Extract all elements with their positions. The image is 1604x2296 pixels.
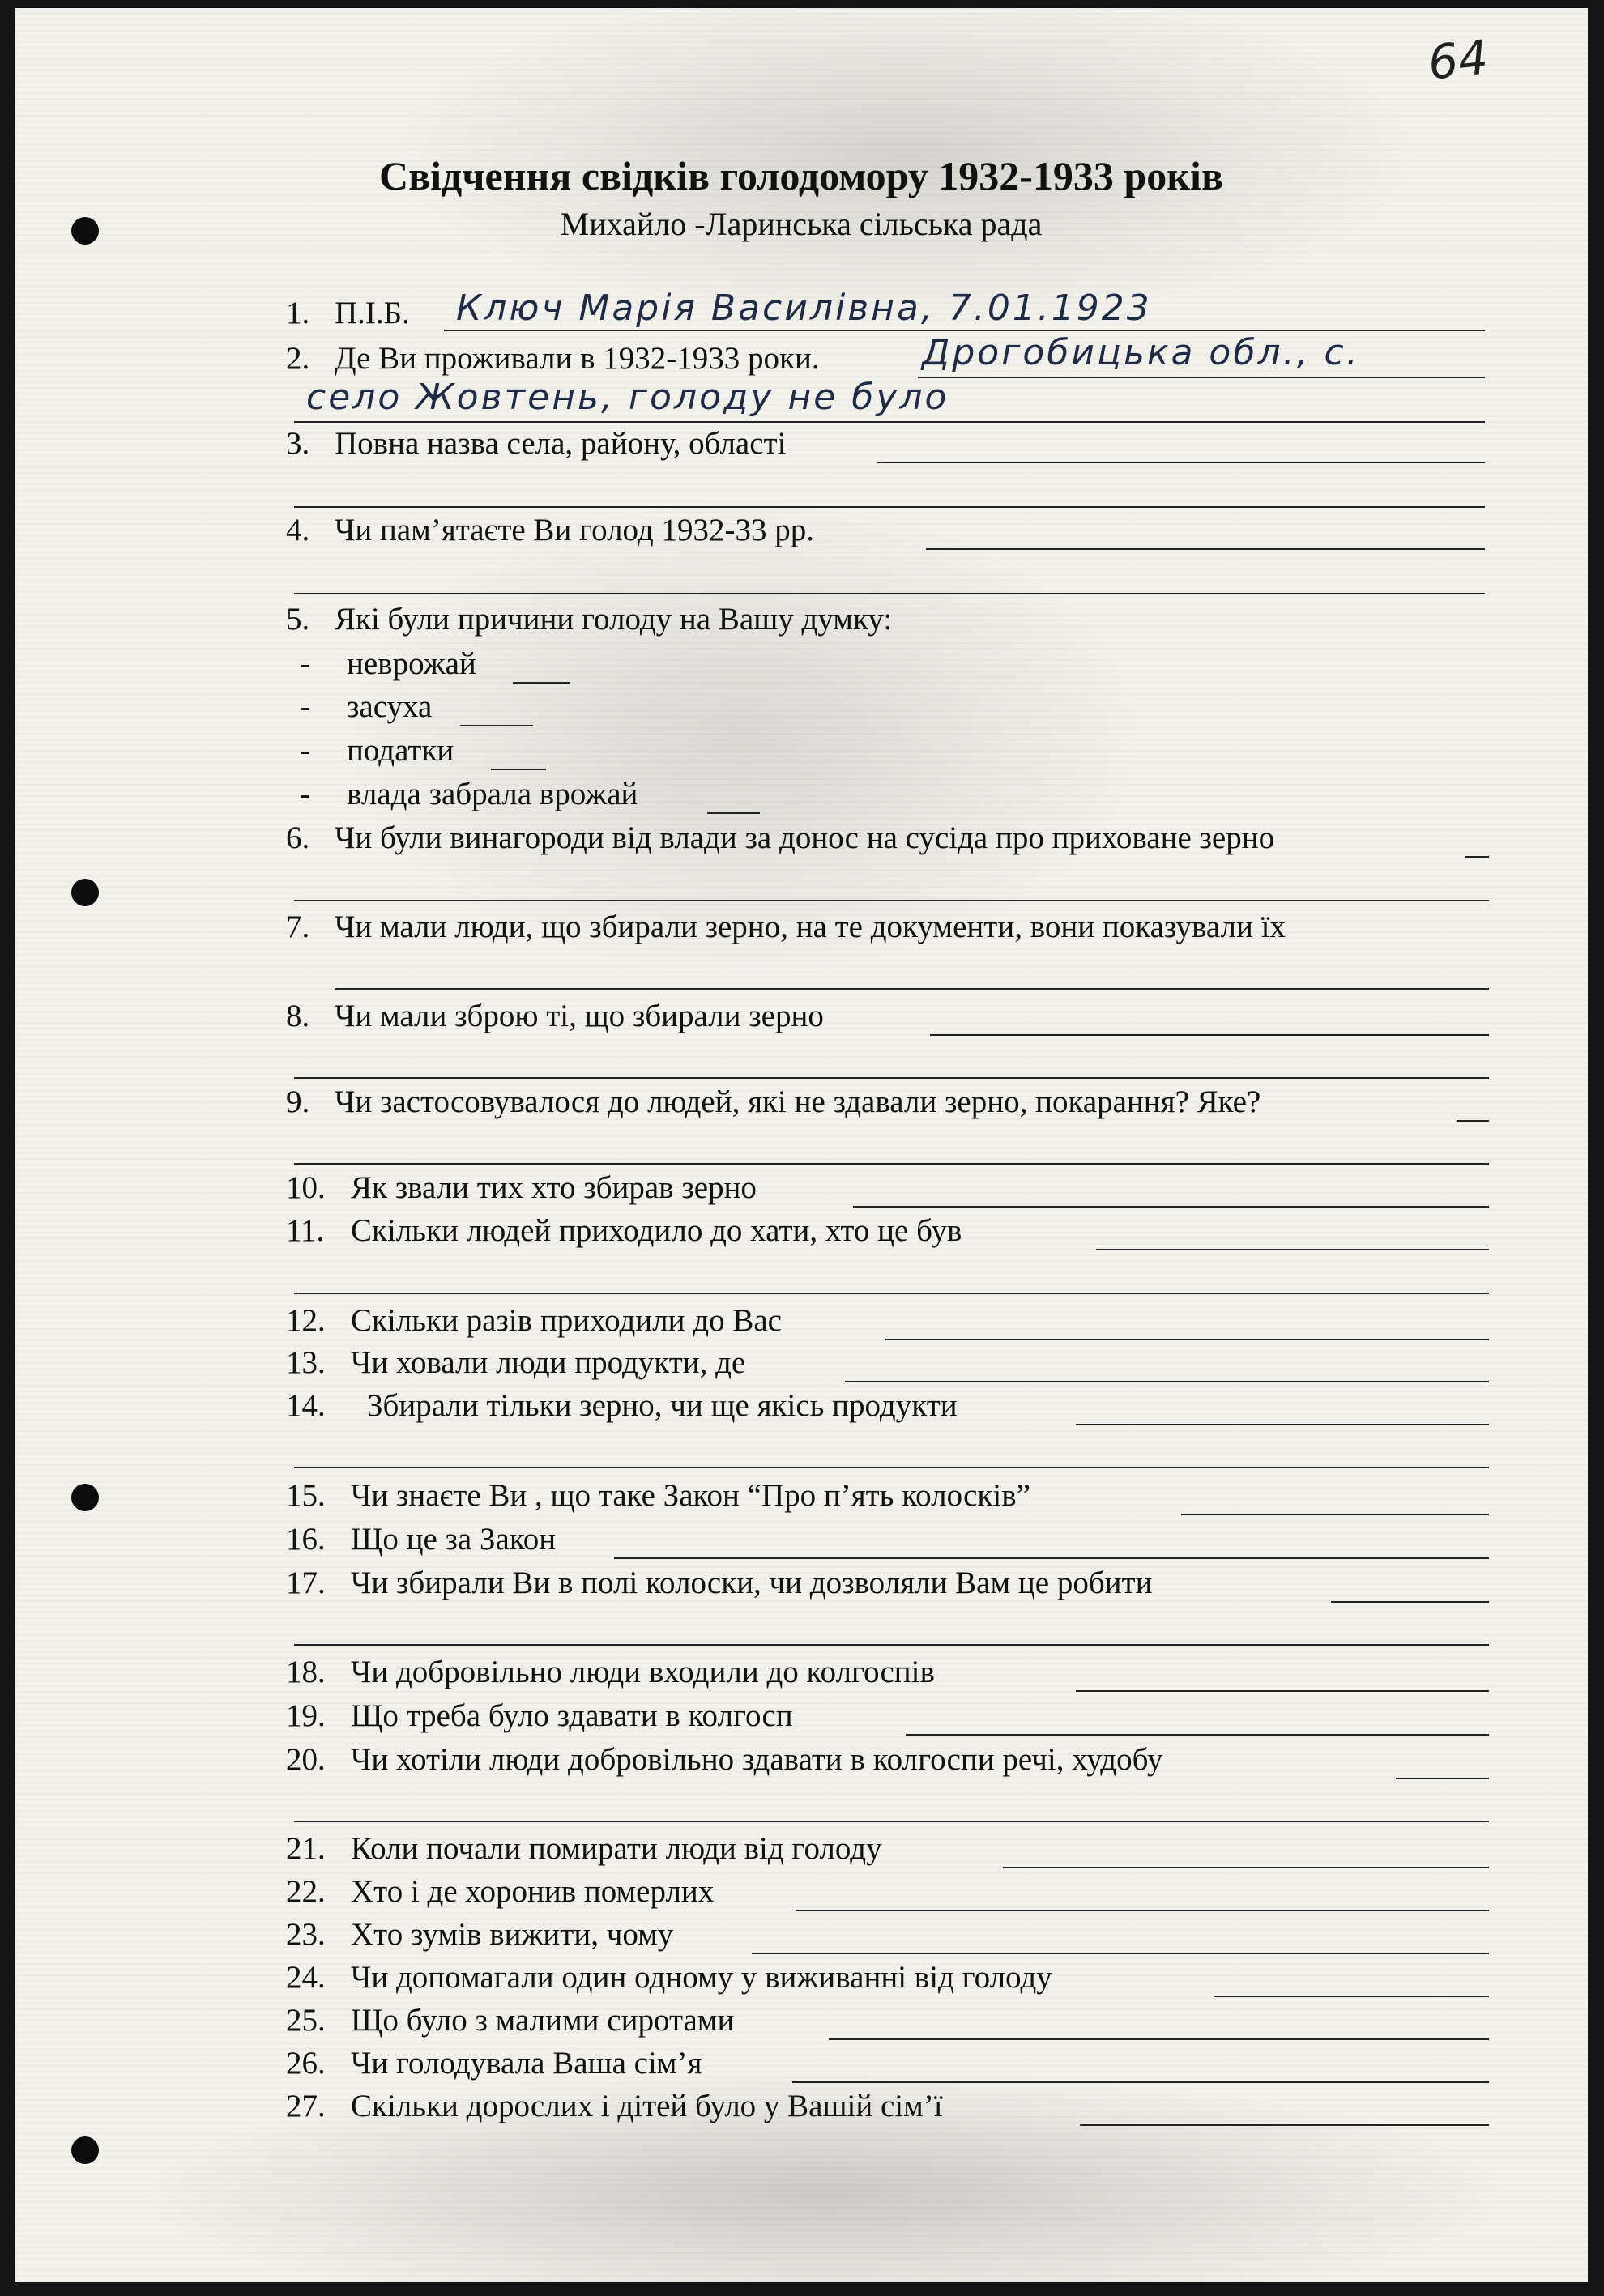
question-text: Скільки людей приходило до хати, хто це був (351, 1213, 962, 1248)
question-text: Чи були винагороди від влади за донос на сусіда про приховане зерно (335, 820, 1275, 855)
answer-line[interactable] (294, 593, 1485, 594)
question-text: Скільки дорослих і дітей було у Вашій сім’ї (351, 2089, 943, 2123)
answer-line[interactable] (796, 1910, 1489, 1911)
question-text: Як звали тих хто збирав зерно (351, 1170, 757, 1205)
question-number: 18. (286, 1655, 326, 1689)
answer-line[interactable] (1331, 1601, 1489, 1603)
answer-line[interactable] (792, 2081, 1489, 2083)
question-number: 22. (286, 1874, 326, 1909)
document-page (15, 8, 1588, 2282)
document-title: Свідчення свідків голодомору 1932-1933 років (379, 153, 1223, 198)
question-text: Хто і де хоронив померлих (351, 1874, 715, 1909)
answer-line[interactable] (1465, 856, 1489, 858)
answer-line[interactable] (294, 1077, 1489, 1079)
bullet: - (300, 733, 310, 768)
question-text: Чи збирали Ви в полі колоски, чи дозволяли Вам це робити (351, 1565, 1153, 1600)
question-number: 7. (286, 909, 310, 944)
answer-line[interactable] (1096, 1249, 1489, 1250)
question-number: 5. (286, 602, 310, 637)
question-text: Що треба було здавати в колгосп (351, 1698, 793, 1733)
answer-line[interactable] (491, 769, 546, 770)
question-number: 26. (286, 2046, 326, 2081)
question-text: Коли почали помирати люди від голоду (351, 1831, 882, 1866)
answer-line[interactable] (294, 1293, 1489, 1294)
question-text: Чи знаєте Ви , що таке Закон “Про п’ять колосків” (351, 1478, 1030, 1513)
answer-line[interactable] (294, 421, 1485, 423)
question-text: Збирали тільки зерно, чи ще якісь продукти (367, 1388, 958, 1423)
question-text: Чи мали люди, що збирали зерно, на те документи, вони показували їх (335, 909, 1286, 944)
question-number: 20. (286, 1742, 326, 1777)
question-text: Чи голодувала Ваша сім’я (351, 2046, 702, 2081)
question-text: Скільки разів приходили до Вас (351, 1303, 782, 1338)
answer-line[interactable] (1076, 1424, 1489, 1425)
question-text: Чи ховали люди продукти, де (351, 1345, 746, 1380)
answer-line[interactable] (1457, 1120, 1489, 1122)
question-text: Що було з малими сиротами (351, 2003, 735, 2038)
question-number: 13. (286, 1345, 326, 1380)
answer-line[interactable] (444, 330, 1485, 331)
question-number: 15. (286, 1478, 326, 1513)
answer-line[interactable] (294, 1163, 1489, 1165)
answer-line[interactable] (918, 377, 1485, 378)
question-text: Хто зумів вижити, чому (351, 1917, 674, 1952)
page-number: 64 (1425, 29, 1491, 91)
question-number: 17. (286, 1565, 326, 1600)
question-number: 1. (286, 296, 310, 330)
answer-line[interactable] (1396, 1778, 1489, 1779)
question-number: 23. (286, 1917, 326, 1952)
answer-line[interactable] (1214, 1996, 1489, 1997)
answer-line[interactable] (1076, 1690, 1489, 1692)
answer-line[interactable] (1181, 1514, 1489, 1515)
question-text: Чи застосовувалося до людей, які не здавали зерно, покарання? Яке? (335, 1084, 1261, 1119)
answer-line[interactable] (1003, 1867, 1489, 1868)
question-number: 11. (286, 1213, 325, 1248)
question-number: 10. (286, 1170, 326, 1205)
answer-line[interactable] (885, 1339, 1489, 1340)
document-subtitle: Михайло -Ларинська сільська рада (560, 206, 1043, 242)
question-text: Повна назва села, району, області (335, 426, 787, 461)
question-number: 14. (286, 1388, 326, 1423)
answer-line[interactable] (845, 1381, 1489, 1382)
question-number: 16. (286, 1522, 326, 1557)
question-number: 24. (286, 1960, 326, 1995)
question-number: 25. (286, 2003, 326, 2038)
answer-line[interactable] (853, 1206, 1489, 1208)
answer-line[interactable] (294, 1644, 1489, 1646)
handwritten-answer-2b: село Жовтень, голоду не було (306, 377, 949, 418)
question-number: 27. (286, 2089, 326, 2123)
punch-hole (71, 2136, 99, 2164)
question-text: Чи мали зброю ті, що збирали зерно (335, 999, 824, 1033)
cause-text: засуха (347, 689, 433, 724)
answer-line[interactable] (294, 1467, 1489, 1468)
answer-line[interactable] (926, 548, 1485, 550)
answer-line[interactable] (906, 1734, 1489, 1736)
question-text: Чи добровільно люди входили до колгоспів (351, 1655, 935, 1689)
question-text: Які були причини голоду на Вашу думку: (335, 602, 893, 637)
answer-line[interactable] (614, 1557, 1489, 1559)
answer-line[interactable] (335, 988, 1489, 990)
answer-line[interactable] (294, 506, 1485, 508)
bullet: - (300, 689, 310, 724)
question-number: 4. (286, 513, 310, 547)
bullet: - (300, 646, 310, 681)
question-number: 3. (286, 426, 310, 461)
question-text: Чи допомагали один одному у виживанні від голоду (351, 1960, 1052, 1995)
answer-line[interactable] (1080, 2124, 1489, 2126)
question-text: Що це за Закон (351, 1522, 557, 1557)
question-number: 9. (286, 1084, 310, 1119)
question-text: Чи хотіли люди добровільно здавати в колгоспи речі, худобу (351, 1742, 1163, 1777)
cause-text: влада забрала врожай (347, 777, 638, 811)
answer-line[interactable] (513, 682, 570, 684)
bullet: - (300, 777, 310, 811)
answer-line[interactable] (294, 1821, 1489, 1822)
question-number: 2. (286, 341, 310, 376)
answer-line[interactable] (460, 725, 533, 726)
question-text: Де Ви проживали в 1932-1933 роки. (335, 341, 820, 376)
question-number: 21. (286, 1831, 326, 1866)
question-text: П.І.Б. (335, 296, 410, 330)
question-text: Чи пам’ятаєте Ви голод 1932-33 рр. (335, 513, 814, 547)
punch-hole (71, 1484, 99, 1511)
cause-text: податки (347, 733, 454, 768)
question-number: 6. (286, 820, 310, 855)
answer-line[interactable] (707, 812, 760, 814)
question-number: 19. (286, 1698, 326, 1733)
answer-line[interactable] (294, 900, 1489, 901)
answer-line[interactable] (752, 1953, 1489, 1954)
handwritten-answer-1: Ключ Марія Василівна, 7.01.1923 (456, 288, 1152, 329)
answer-line[interactable] (829, 2038, 1489, 2040)
answer-line[interactable] (877, 462, 1485, 463)
answer-line[interactable] (930, 1034, 1489, 1036)
question-number: 8. (286, 999, 310, 1033)
handwritten-answer-2a: Дрогобицька обл., с. (922, 332, 1360, 373)
punch-hole (71, 879, 99, 906)
question-number: 12. (286, 1303, 326, 1338)
cause-text: неврожай (347, 646, 476, 681)
